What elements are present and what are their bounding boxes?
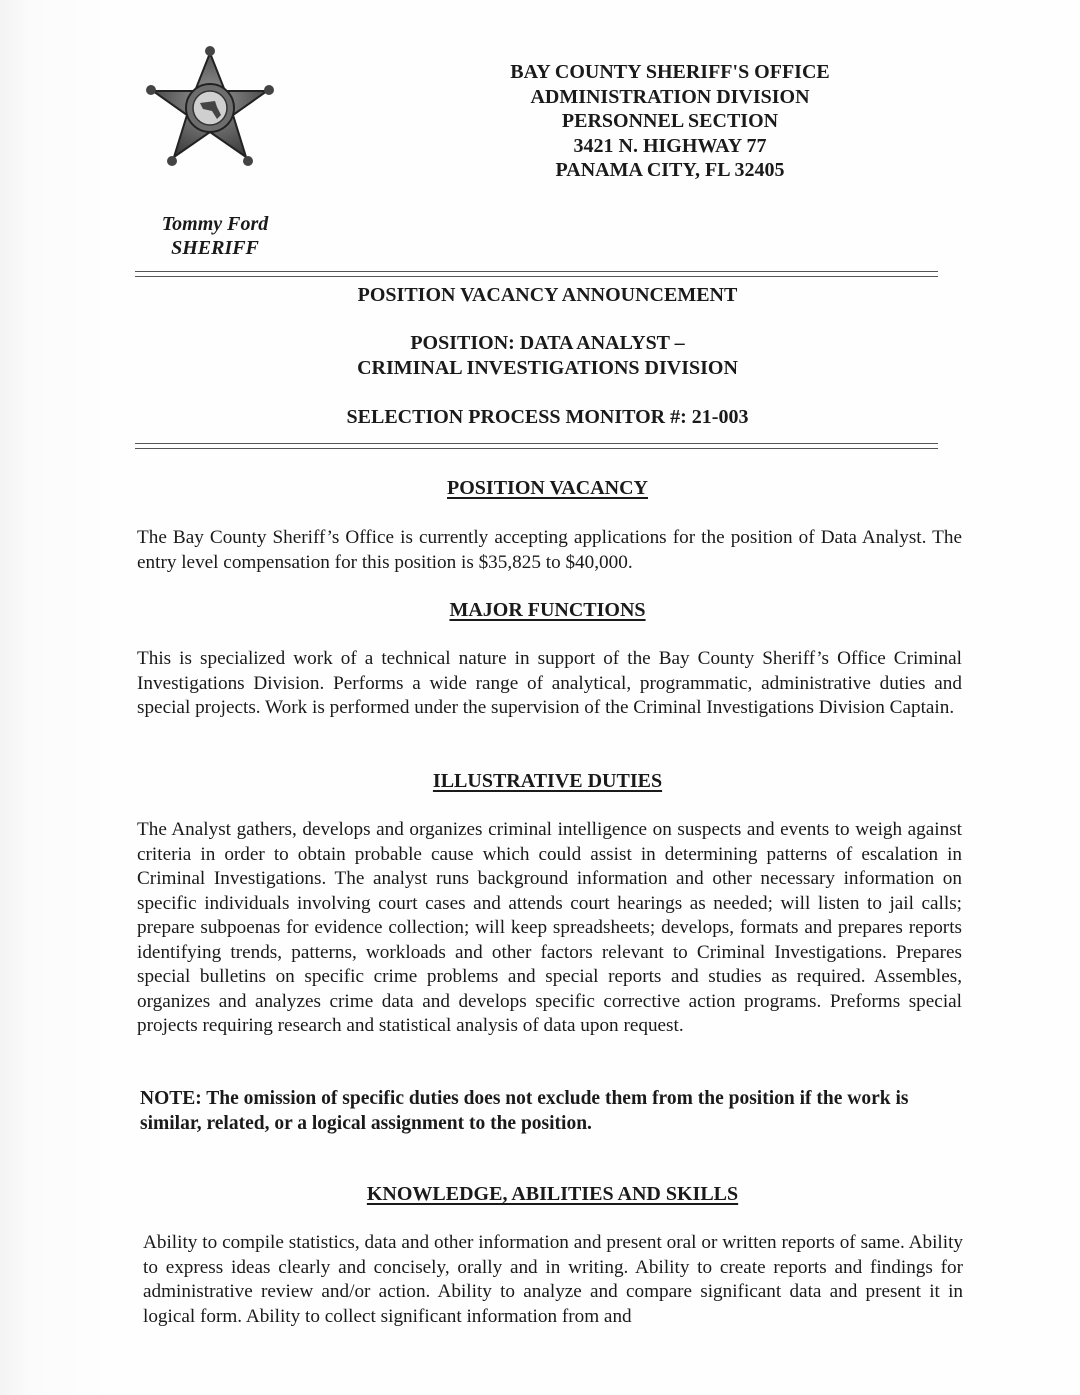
announcement-title: POSITION VACANCY ANNOUNCEMENT (357, 284, 738, 306)
agency-division: ADMINISTRATION DIVISION (530, 85, 810, 108)
duties-heading: ILLUSTRATIVE DUTIES (432, 770, 663, 792)
major-functions-heading: MAJOR FUNCTIONS (449, 599, 646, 621)
duties-text: The Analyst gathers, develops and organizes criminal intelligence on suspects and events to weigh against criteria in order to obtain probable cause which could assist in determining patterns of escalation in Criminal Investigations. The analyst runs background information and other necessary information on specific individuals involving court cases and attends court hearings as needed; will listen to jail calls; prepare subpoenas for evidence collection; will keep spreadsheets; develops, formats and prepares reports identifying trends, patterns, workloads and other factors relevant to Criminal Investigations. Prepares special bulletins on specific crime problems and special reports and studies as required. Assembles, organizes and analyzes crime data and develops specific corrective action programs. Preforms special projects requiring research and statistical analysis of data upon request. (137, 819, 962, 1036)
agency-letterhead (470, 60, 870, 183)
sheriff-title: SHERIFF (171, 237, 259, 259)
position-title (135, 331, 960, 380)
vacancy-text: The Bay County Sheriff’s Office is currently accepting applications for the position of Data Analyst. The entry level compensation for this position is $35,825 to $40,000. (137, 527, 962, 573)
duties-note: NOTE: The omission of specific duties does not exclude them from the position if the work is similar, related, or a logical assignment to the position. (140, 1088, 909, 1134)
agency-city: PANAMA CITY, FL 32405 (555, 159, 785, 182)
knowledge-heading: KNOWLEDGE, ABILITIES AND SKILLS (366, 1183, 739, 1205)
position-line-1: POSITION: DATA ANALYST – (410, 332, 685, 354)
sheriff-star-badge-icon (145, 45, 275, 170)
knowledge-text: Ability to compile statistics, data and other information and present oral or written reports of same. Ability to express ideas clearly and concisely, orally and in writing. Ability to create reports and findings for administrative review and/or action. Ability to analyze and compare significant data and present it in logical form. Ability to collect significant information from and (143, 1232, 963, 1327)
vacancy-heading: POSITION VACANCY (447, 477, 648, 499)
sheriff-signature-block (140, 212, 290, 260)
agency-section: PERSONNEL SECTION (561, 110, 779, 133)
agency-name: BAY COUNTY SHERIFF'S OFFICE (510, 61, 830, 83)
major-functions-text: This is specialized work of a technical nature in support of the Bay County Sheriff’s Office Criminal Investigations Division. Performs a wide range of analytical, programmatic, administrative duties and special projects. Work is performed under the supervision of the Criminal Investigations Division Captain. (137, 648, 962, 718)
top-divider (135, 271, 938, 277)
bottom-divider (135, 443, 938, 449)
position-line-2: CRIMINAL INVESTIGATIONS DIVISION (357, 356, 738, 379)
agency-street: 3421 N. HIGHWAY 77 (573, 134, 767, 157)
selection-monitor: SELECTION PROCESS MONITOR #: 21-003 (346, 406, 749, 428)
sheriff-name: Tommy Ford (161, 213, 269, 235)
